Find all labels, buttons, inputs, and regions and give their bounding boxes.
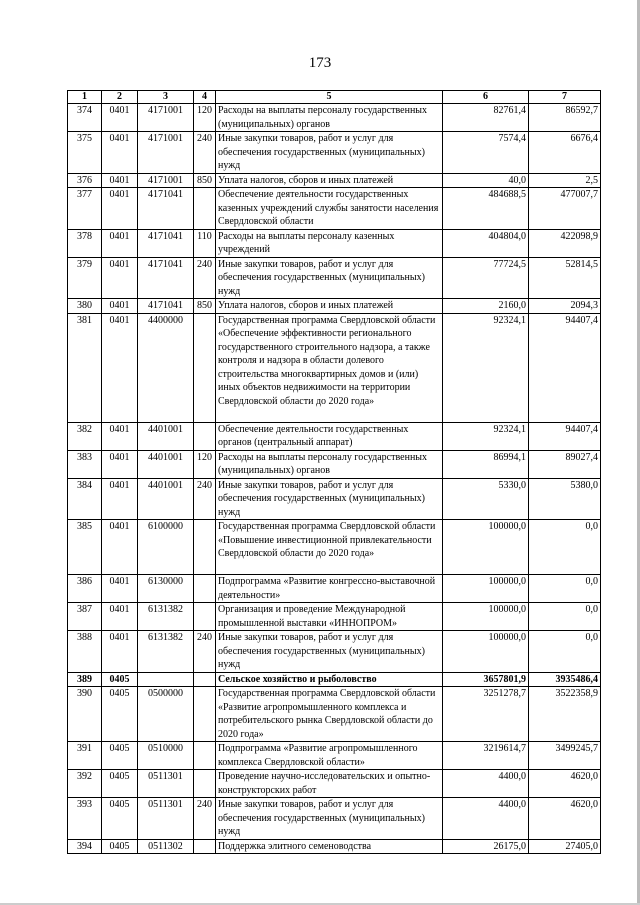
column-header: 1: [68, 91, 102, 104]
target-article-cell: 6100000: [138, 520, 194, 575]
row-number-cell: 381: [68, 313, 102, 422]
amount-year1-cell: 77724,5: [443, 257, 529, 299]
amount-year2-cell: 0,0: [529, 575, 601, 603]
item-name-cell: Уплата налогов, сборов и иных платежей: [216, 299, 443, 314]
expense-type-cell: 120: [194, 450, 216, 478]
table-row: [68, 422, 601, 450]
amount-year1-cell: 92324,1: [443, 422, 529, 450]
amount-year2-cell: 94407,4: [529, 422, 601, 450]
table-row: [68, 257, 601, 299]
table-row: [68, 520, 601, 575]
amount-year1-cell: 3219614,7: [443, 742, 529, 770]
expense-type-cell: 850: [194, 173, 216, 188]
amount-year2-cell: 94407,4: [529, 313, 601, 422]
table-row: [68, 575, 601, 603]
amount-year2-cell: 4620,0: [529, 798, 601, 840]
row-number-cell: 386: [68, 575, 102, 603]
amount-year2-cell: 2094,3: [529, 299, 601, 314]
expense-type-cell: 240: [194, 478, 216, 520]
amount-year2-cell: 0,0: [529, 603, 601, 631]
table-row: [68, 478, 601, 520]
target-article-cell: 0511301: [138, 798, 194, 840]
row-number-cell: 394: [68, 839, 102, 854]
row-number-cell: 379: [68, 257, 102, 299]
row-number-cell: 380: [68, 299, 102, 314]
amount-year2-cell: 5380,0: [529, 478, 601, 520]
section-code-cell: 0401: [102, 478, 138, 520]
table-header-row: [68, 91, 601, 104]
section-code-cell: 0401: [102, 520, 138, 575]
table-row: [68, 672, 601, 687]
amount-year2-cell: 89027,4: [529, 450, 601, 478]
item-name-cell: Государственная программа Свердловской области «Развитие агропромышленного комплекса и потребительского рынка Свердловской области до 2020 года»: [216, 687, 443, 742]
section-code-cell: 0405: [102, 742, 138, 770]
amount-year2-cell: 0,0: [529, 631, 601, 673]
expense-type-cell: 120: [194, 104, 216, 132]
amount-year1-cell: 86994,1: [443, 450, 529, 478]
item-name-cell: Сельское хозяйство и рыболовство: [216, 672, 443, 687]
amount-year2-cell: 3499245,7: [529, 742, 601, 770]
target-article-cell: 0511302: [138, 839, 194, 854]
expense-type-cell: [194, 672, 216, 687]
row-number-cell: 393: [68, 798, 102, 840]
item-name-cell: Иные закупки товаров, работ и услуг для обеспечения государственных (муниципальных) нужд: [216, 631, 443, 673]
amount-year1-cell: 100000,0: [443, 520, 529, 575]
item-name-cell: Расходы на выплаты персоналу государственных (муниципальных) органов: [216, 104, 443, 132]
table-row: [68, 450, 601, 478]
table-row: [68, 173, 601, 188]
expense-type-cell: 110: [194, 229, 216, 257]
section-code-cell: 0401: [102, 299, 138, 314]
item-name-cell: Иные закупки товаров, работ и услуг для обеспечения государственных (муниципальных) нужд: [216, 257, 443, 299]
expense-type-cell: 240: [194, 257, 216, 299]
table-row: [68, 798, 601, 840]
expense-type-cell: 240: [194, 631, 216, 673]
row-number-cell: 387: [68, 603, 102, 631]
amount-year2-cell: 477007,7: [529, 188, 601, 230]
target-article-cell: [138, 672, 194, 687]
amount-year1-cell: 100000,0: [443, 575, 529, 603]
row-number-cell: 388: [68, 631, 102, 673]
target-article-cell: 4400000: [138, 313, 194, 422]
row-number-cell: 392: [68, 770, 102, 798]
item-name-cell: Поддержка элитного семеноводства: [216, 839, 443, 854]
row-number-cell: 390: [68, 687, 102, 742]
amount-year2-cell: 4620,0: [529, 770, 601, 798]
amount-year1-cell: 40,0: [443, 173, 529, 188]
item-name-cell: Подпрограмма «Развитие агропромышленного комплекса Свердловской области»: [216, 742, 443, 770]
row-number-cell: 382: [68, 422, 102, 450]
section-code-cell: 0401: [102, 104, 138, 132]
amount-year2-cell: 3935486,4: [529, 672, 601, 687]
expense-type-cell: [194, 603, 216, 631]
section-code-cell: 0401: [102, 257, 138, 299]
target-article-cell: 4171041: [138, 229, 194, 257]
table-row: [68, 687, 601, 742]
amount-year2-cell: 27405,0: [529, 839, 601, 854]
expense-type-cell: [194, 422, 216, 450]
target-article-cell: 4171041: [138, 299, 194, 314]
amount-year1-cell: 92324,1: [443, 313, 529, 422]
table-row: [68, 839, 601, 854]
table-row: [68, 313, 601, 422]
target-article-cell: 4171041: [138, 257, 194, 299]
expense-type-cell: 240: [194, 132, 216, 174]
row-number-cell: 385: [68, 520, 102, 575]
row-number-cell: 383: [68, 450, 102, 478]
amount-year2-cell: 3522358,9: [529, 687, 601, 742]
section-code-cell: 0401: [102, 173, 138, 188]
item-name-cell: Обеспечение деятельности государственных органов (центральный аппарат): [216, 422, 443, 450]
target-article-cell: 4171001: [138, 173, 194, 188]
item-name-cell: Подпрограмма «Развитие конгрессно-выставочной деятельности»: [216, 575, 443, 603]
amount-year2-cell: 0,0: [529, 520, 601, 575]
expense-type-cell: [194, 520, 216, 575]
section-code-cell: 0405: [102, 672, 138, 687]
row-number-cell: 378: [68, 229, 102, 257]
section-code-cell: 0405: [102, 798, 138, 840]
table-row: [68, 631, 601, 673]
row-number-cell: 377: [68, 188, 102, 230]
row-number-cell: 384: [68, 478, 102, 520]
amount-year1-cell: 5330,0: [443, 478, 529, 520]
page-number: 173: [308, 55, 332, 71]
item-name-cell: Организация и проведение Международной промышленной выставки «ИННОПРОМ»: [216, 603, 443, 631]
section-code-cell: 0401: [102, 188, 138, 230]
section-code-cell: 0405: [102, 687, 138, 742]
expense-type-cell: [194, 839, 216, 854]
amount-year1-cell: 3251278,7: [443, 687, 529, 742]
section-code-cell: 0401: [102, 422, 138, 450]
expense-type-cell: 850: [194, 299, 216, 314]
target-article-cell: 6130000: [138, 575, 194, 603]
item-name-cell: Государственная программа Свердловской области «Обеспечение эффективности регионального государственного строительного надзора, а также контроля и надзора в области долевого строительства многоквартирных домов и (или) иных объектов недвижимости на территории Свердловской области до 2020 года»: [216, 313, 443, 422]
amount-year2-cell: 422098,9: [529, 229, 601, 257]
item-name-cell: Иные закупки товаров, работ и услуг для обеспечения государственных (муниципальных) нужд: [216, 798, 443, 840]
target-article-cell: 4401001: [138, 422, 194, 450]
section-code-cell: 0401: [102, 603, 138, 631]
item-name-cell: Государственная программа Свердловской области «Повышение инвестиционной привлекательности Свердловской области до 2020 года»: [216, 520, 443, 575]
table-row: [68, 742, 601, 770]
amount-year1-cell: 4400,0: [443, 798, 529, 840]
section-code-cell: 0401: [102, 631, 138, 673]
table-row: [68, 132, 601, 174]
row-number-cell: 389: [68, 672, 102, 687]
amount-year2-cell: 6676,4: [529, 132, 601, 174]
item-name-cell: Иные закупки товаров, работ и услуг для обеспечения государственных (муниципальных) нужд: [216, 478, 443, 520]
amount-year1-cell: 3657801,9: [443, 672, 529, 687]
target-article-cell: 4401001: [138, 478, 194, 520]
expense-type-cell: [194, 742, 216, 770]
table-row: [68, 603, 601, 631]
table-row: [68, 770, 601, 798]
amount-year1-cell: 4400,0: [443, 770, 529, 798]
amount-year1-cell: 26175,0: [443, 839, 529, 854]
amount-year1-cell: 404804,0: [443, 229, 529, 257]
amount-year1-cell: 82761,4: [443, 104, 529, 132]
budget-table: [67, 90, 601, 854]
target-article-cell: 0500000: [138, 687, 194, 742]
target-article-cell: 6131382: [138, 603, 194, 631]
row-number-cell: 374: [68, 104, 102, 132]
section-code-cell: 0401: [102, 313, 138, 422]
column-header: 7: [529, 91, 601, 104]
section-code-cell: 0401: [102, 132, 138, 174]
table-row: [68, 229, 601, 257]
section-code-cell: 0401: [102, 575, 138, 603]
column-header: 5: [216, 91, 443, 104]
target-article-cell: 4401001: [138, 450, 194, 478]
target-article-cell: 0511301: [138, 770, 194, 798]
expense-type-cell: [194, 770, 216, 798]
row-number-cell: 376: [68, 173, 102, 188]
column-header: 3: [138, 91, 194, 104]
table-body: [68, 104, 601, 854]
target-article-cell: 4171041: [138, 188, 194, 230]
item-name-cell: Проведение научно-исследовательских и опытно-конструкторских работ: [216, 770, 443, 798]
item-name-cell: Уплата налогов, сборов и иных платежей: [216, 173, 443, 188]
table-row: [68, 299, 601, 314]
expense-type-cell: [194, 313, 216, 422]
target-article-cell: 4171001: [138, 104, 194, 132]
item-name-cell: Расходы на выплаты персоналу казенных учреждений: [216, 229, 443, 257]
amount-year1-cell: 7574,4: [443, 132, 529, 174]
table-row: [68, 188, 601, 230]
item-name-cell: Обеспечение деятельности государственных казенных учреждений службы занятости населения Свердловской области: [216, 188, 443, 230]
table-row: [68, 104, 601, 132]
expense-type-cell: [194, 687, 216, 742]
column-header: 6: [443, 91, 529, 104]
column-header: 4: [194, 91, 216, 104]
expense-type-cell: [194, 188, 216, 230]
amount-year2-cell: 86592,7: [529, 104, 601, 132]
section-code-cell: 0401: [102, 450, 138, 478]
section-code-cell: 0401: [102, 229, 138, 257]
amount-year1-cell: 2160,0: [443, 299, 529, 314]
amount-year1-cell: 484688,5: [443, 188, 529, 230]
section-code-cell: 0405: [102, 839, 138, 854]
target-article-cell: 0510000: [138, 742, 194, 770]
expense-type-cell: 240: [194, 798, 216, 840]
target-article-cell: 6131382: [138, 631, 194, 673]
row-number-cell: 375: [68, 132, 102, 174]
amount-year2-cell: 2,5: [529, 173, 601, 188]
column-header: 2: [102, 91, 138, 104]
item-name-cell: Иные закупки товаров, работ и услуг для обеспечения государственных (муниципальных) нужд: [216, 132, 443, 174]
expense-type-cell: [194, 575, 216, 603]
target-article-cell: 4171001: [138, 132, 194, 174]
amount-year1-cell: 100000,0: [443, 603, 529, 631]
row-number-cell: 391: [68, 742, 102, 770]
amount-year2-cell: 52814,5: [529, 257, 601, 299]
amount-year1-cell: 100000,0: [443, 631, 529, 673]
section-code-cell: 0405: [102, 770, 138, 798]
item-name-cell: Расходы на выплаты персоналу государственных (муниципальных) органов: [216, 450, 443, 478]
